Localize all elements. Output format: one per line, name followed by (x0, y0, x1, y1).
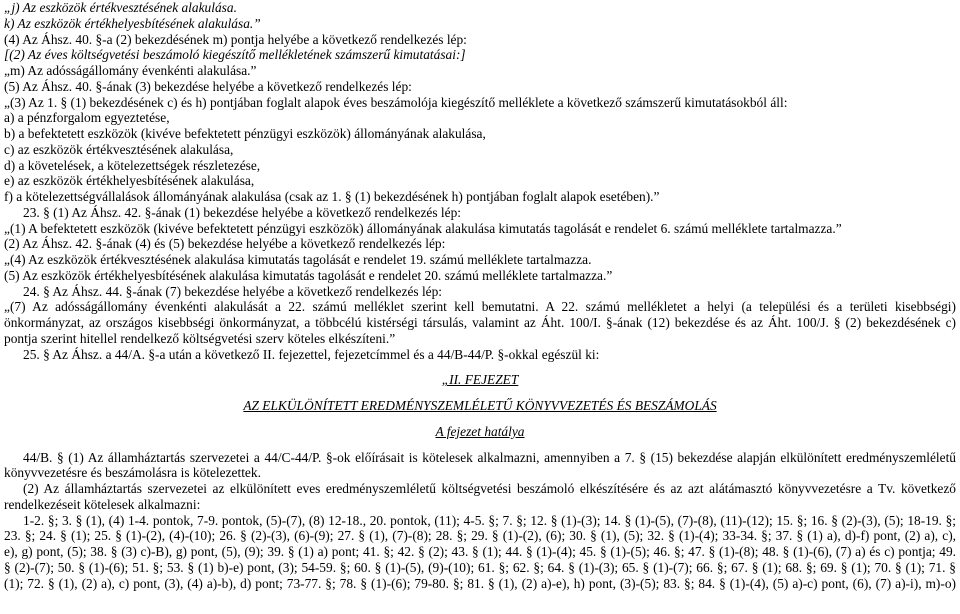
text-line: könyvvezetésre és beszámolásra is kötelezettek. (4, 465, 261, 481)
subheading: A fejezet hatálya (435, 423, 525, 439)
text-line: pontja szerint hitellel rendelkező költségvetési szerv köteles elkészíteni.” (4, 330, 396, 346)
text-line: „(1) A befektetett eszközök (kivéve befektetett pénzügyi eszközök) állományának alakulása kimutatás tagolását e rendelet 6. számú melléklete tartalmazza.” (4, 220, 842, 236)
section-heading: 25. § Az Áhsz. a 44/A. §-a után a következő II. fejezettel, fejezetcímmel és a 44/B-44/P. §-okkal egészül ki: (23, 346, 600, 362)
text-line: § (2)-(7); 50. § (1)-(6); 51. §; 53. § (1) b)-e) pont, (3); 54-59. §; 60. § (1)-(5), (9)-(10); 61. §; 62. §; 64. § (1)-(3); 65. § (1)-(7); 66. §; 67. § (1); 68. §; 69. § (1); 70. § (1); 71. § (4, 559, 956, 575)
text-line: (5) Az Áhsz. 40. §-ának (3) bekezdése helyébe a következő rendelkezés lép: (4, 78, 412, 94)
text-line: b) a befektetett eszközök (kivéve befektetett pénzügyi eszközök) állományának alakulása, (4, 126, 486, 141)
text-line: „(3) Az 1. § (1) bekezdésének c) és h) pontjában foglalt alapok éves beszámolója kiegészítő melléklete a következő számszerű kimutatásokból áll: (4, 94, 788, 110)
text-line: f) a kötelezettségvállalások állományának alakulása (csak az 1. § (1) bekezdésének h) pontjában foglalt alapok esetében).” (4, 189, 660, 204)
text-line: „j) Az eszközök értékvesztésének alakulása. (4, 0, 237, 15)
text-line: 1-2. §; 3. § (1), (4) 1-4. pontok, 7-9. pontok, (5)-(7), (8) 12-18., 20. pontok, (11); 4-5. §; 7. §; 12. § (1)-(3); 14. § (1)-(5), (7)-(8), (11)-(12); 15. §; 16. § (2)-(3), (5); 18-19. §; (23, 512, 956, 528)
document-page (4, 0, 956, 591)
text-line: d) a követelések, a kötelezettségek részletezése, (4, 157, 261, 173)
text-line: (2) Az Áhsz. 42. §-ának (4) és (5) bekezdése helyébe a következő rendelkezés lép: (4, 236, 446, 252)
chapter-title: AZ ELKÜLÖNÍTETT EREDMÉNYSZEMLÉLETŰ KÖNYVVEZETÉS ÉS BESZÁMOLÁS (243, 398, 717, 413)
text-line: a) a pénzforgalom egyeztetése, (4, 110, 170, 126)
text-line: (2) Az államháztartás szervezetei az elkülönített eves eredményszemléletű költségvetési beszámoló elkészítésére és az azt alátámasztó könyvvezetésre a Tv. következő (23, 481, 956, 496)
text-line: k) Az eszközök értékhelyesbítésének alakulása.” (4, 15, 261, 31)
text-line: [(2) Az éves költségvetési beszámoló kiegészítő mellékletének számszerű kimutatásai:] (4, 47, 466, 63)
text-line: (1); 72. § (1), (2) a), c) pont, (3), (4) a)-b), d) pont; 73-77. §; 78. § (1)-(6); 79-80. §; 81. § (1), (2) a)-e), h) pont, (3)-(5); 83. §; 84. § (1)-(4), (5) a)-c) pont, (6), (7) a)-i), m)-o) (4, 575, 956, 591)
text-line: „(4) Az eszközök értékvesztésének alakulása kimutatás tagolását e rendelet 19. számú melléklete tartalmazza. (4, 252, 592, 267)
text-line: e) az eszközök értékhelyesbítésének alakulása, (4, 173, 255, 189)
text-line: e), g) pont, (5); 38. § (3) c)-B), g) pont, (5), (9); 39. § (1) a) pont; 41. §; 42. § (2); 43. § (1); 44. § (1)-(4); 45. § (1)-(5); 46. §; 47. § (1)-(8); 48. § (1)-(6), (7) a) és c) pontja; 49. (4, 544, 956, 559)
section-heading: 24. § Az Áhsz. 44. §-ának (7) bekezdése helyébe a következő rendelkezés lép: (23, 283, 443, 299)
text-line: (5) Az eszközök értékhelyesbítésének alakulása kimutatás tagolását e rendelet 20. számú melléklete tartalmazza.” (4, 267, 613, 283)
text-line: (4) Az Áhsz. 40. §-a (2) bekezdésének m) pontja helyébe a következő rendelkezés lép: (4, 31, 467, 47)
text-line: „m) Az adósságállomány évenkénti alakulása.” (4, 63, 257, 78)
text-line: c) az eszközök értékvesztésének alakulása, (4, 141, 234, 157)
text-line: rendelkezéseit kötelesek alkalmazni: (4, 496, 201, 512)
chapter-number: „II. FEJEZET (441, 372, 519, 388)
text-line: 44/B. § (1) Az államháztartás szervezetei a 44/C-44/P. §-ok előírásait is kötelesek alkalmazni, amennyiben a 7. § (15) bekezdése alapján elkülönített eredményszemléletű (23, 449, 956, 465)
section-heading: 23. § (1) Az Áhsz. 42. §-ának (1) bekezdése helyébe a következő rendelkezés lép: (23, 204, 461, 220)
text-line: 23. §; 24. § (1); 25. § (1)-(2), (4)-(10); 26. § (2)-(3), (6)-(9); 27. § (1), (7)-(8); 28. §; 29. § (1)-(2), (6); 30. § (1), (5); 32. § (1)-(4); 33-34. §; 37. § (1) a), d)-f) pont, (2) a), c), (4, 528, 956, 544)
text-line: önkormányzat, az országos kisebbségi önkormányzat, a többcélú kistérségi társulás, valamint az Áht. 100/I. §-ának (12) bekezdése és az Áht. 100/J. § (2) bekezdésének c) (4, 315, 956, 330)
text-line: „(7) Az adósságállomány évenkénti alakulását a 22. számú melléklet szerint kell bemutatni. A 22. számú mellékletet a helyi (a települési és a területi kisebbségi) (4, 299, 956, 315)
